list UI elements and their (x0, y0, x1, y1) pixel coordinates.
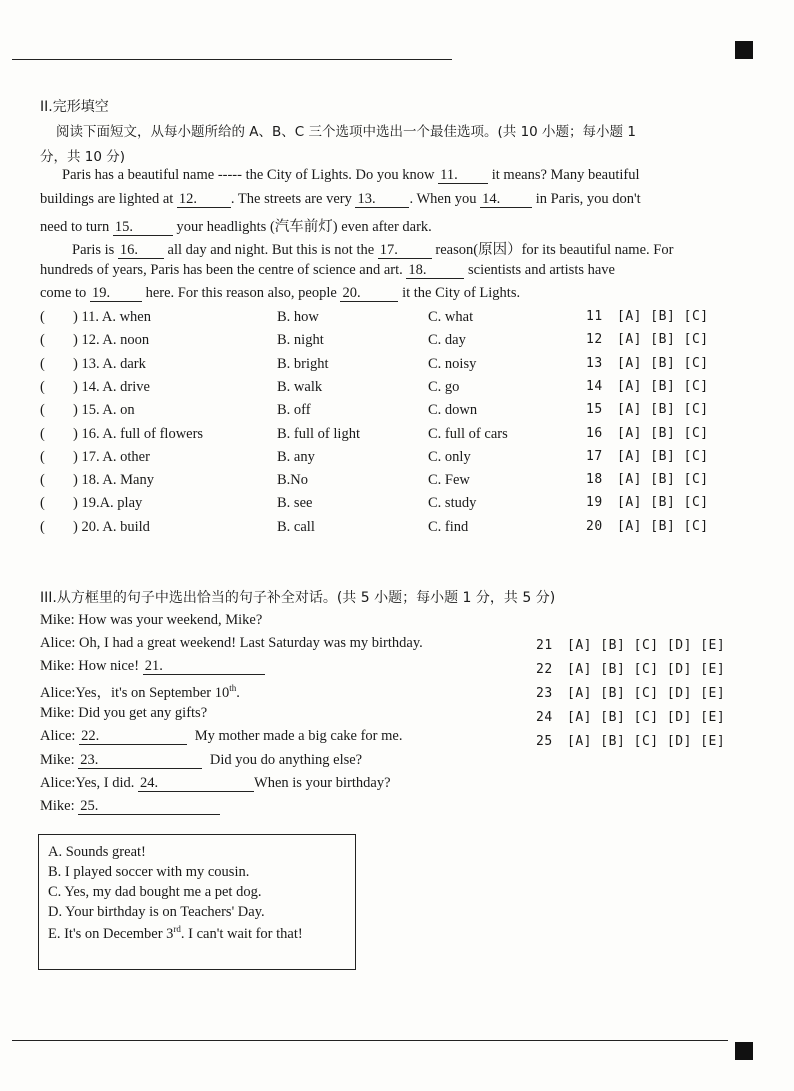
dialogue-line: Mike: How was your weekend, Mike? (40, 612, 263, 628)
passage-text: come to (40, 285, 87, 301)
section-2-instruction: 阅读下面短文，从每小题所给的 A、B、C 三个选项中选出一个最佳选项。(共 10 小题；每小题 1 (56, 124, 636, 140)
question-option-c: C. find (428, 518, 469, 535)
answer-card-number: 16 (586, 425, 603, 441)
passage-text: here. For this reason also, people (145, 285, 337, 301)
answer-card-number: 24 (536, 710, 553, 725)
question-option-a: ) 14. A. drive (73, 378, 150, 395)
question-option-a: ) 19.A. play (73, 495, 143, 512)
answer-bubbles[interactable]: [A] [B] [C] [D] [E] (567, 686, 726, 701)
passage-line (40, 191, 641, 208)
dialogue-text: Alice:Yes，it's on September 10 (40, 685, 230, 701)
blank-12: 12. (177, 192, 231, 208)
answer-paren: ( (40, 378, 45, 395)
dialogue-line (40, 658, 265, 675)
passage-text: scientists and artists have (468, 262, 615, 278)
blank-16: 16. (118, 243, 164, 259)
superscript: th (229, 683, 237, 694)
passage-text: all day and night. But this is not the (167, 242, 375, 258)
option-c: C. Yes, my dad bought me a pet dog. (48, 884, 262, 900)
passage-text: need to turn (40, 219, 110, 235)
answer-bubbles[interactable]: [A] [B] [C] (617, 448, 709, 464)
question-option-a: ) 11. A. when (73, 309, 151, 325)
blank-21: 21. (143, 659, 265, 675)
answer-card-number: 25 (536, 734, 553, 749)
registration-marker-bottom (735, 1042, 753, 1060)
answer-bubbles[interactable]: [A] [B] [C] (617, 425, 709, 441)
dialogue-text: Alice: (40, 728, 76, 744)
answer-card-number: 19 (586, 495, 603, 511)
blank-15: 15. (113, 220, 173, 236)
question-row (40, 519, 740, 541)
passage-text: . When you (409, 191, 477, 207)
question-option-b: B. how (277, 309, 319, 325)
answer-bubbles[interactable]: [A] [B] [C] (617, 402, 709, 418)
question-option-a: ) 12. A. noon (73, 332, 150, 349)
section-2-instruction-cont: 分，共 10 分) (40, 149, 126, 165)
passage-line (40, 215, 432, 236)
answer-card-number: 23 (536, 686, 553, 701)
question-row (40, 332, 740, 354)
passage-text: hundreds of years, Paris has been the centre of science and art. (40, 262, 403, 278)
dialogue-text: Mike: (40, 752, 75, 768)
question-row (40, 402, 740, 424)
answer-card-number: 12 (586, 332, 603, 348)
answer-bubbles[interactable]: [A] [B] [C] [D] [E] (567, 710, 726, 725)
blank-14: 14. (480, 192, 532, 208)
answer-bubbles[interactable]: [A] [B] [C] [D] [E] (567, 662, 726, 677)
option-e-text: E. It's on December 3 (48, 925, 174, 942)
question-option-b: B. off (277, 402, 311, 419)
passage-text: Paris has a beautiful name ----- the City of Lights. Do you know (62, 167, 435, 183)
blank-24: 24. (138, 776, 254, 792)
dialogue-line: Alice: Oh, I had a great weekend! Last Saturday was my birthday. (40, 635, 423, 651)
dialogue-line (40, 681, 240, 702)
question-option-b: B. call (277, 518, 315, 535)
answer-card-number: 18 (586, 472, 603, 488)
answer-paren: ( (40, 355, 45, 372)
answer-bubbles[interactable]: [A] [B] [C] (617, 355, 709, 371)
question-option-c: C. what (428, 309, 474, 325)
question-option-c: C. down (428, 402, 478, 419)
superscript: rd (173, 924, 181, 934)
answer-bubbles[interactable]: [A] [B] [C] (617, 332, 709, 348)
question-row (40, 495, 740, 517)
passage-text: Paris is (72, 242, 115, 258)
top-rule (12, 59, 452, 60)
blank-17: 17. (378, 243, 432, 259)
question-option-a: ) 13. A. dark (73, 355, 146, 372)
passage-line (62, 167, 640, 184)
answer-card-number: 11 (586, 309, 603, 324)
answer-bubbles[interactable]: [A] [B] [C] (617, 518, 709, 534)
answer-card-number: 14 (586, 378, 603, 394)
option-d: D. Your birthday is on Teachers' Day. (48, 904, 265, 920)
blank-19: 19. (90, 286, 142, 302)
registration-marker-top (735, 41, 753, 59)
blank-20: 20. (340, 286, 398, 302)
answer-paren: ( (40, 425, 45, 442)
question-row (40, 379, 740, 401)
answer-bubbles[interactable]: [A] [B] [C] (617, 472, 709, 488)
answer-card-number: 15 (586, 402, 603, 418)
answer-card-number: 21 (536, 638, 553, 653)
question-option-a: ) 15. A. on (73, 402, 135, 419)
dialogue-line: Mike: Did you get any gifts? (40, 705, 208, 721)
answer-card-number: 13 (586, 355, 603, 371)
answer-paren: ( (40, 402, 45, 419)
option-b: B. I played soccer with my cousin. (48, 864, 250, 880)
question-option-b: B. any (277, 448, 315, 465)
dialogue-line (40, 728, 402, 745)
question-option-b: B. bright (277, 355, 329, 372)
question-option-c: C. study (428, 495, 477, 512)
answer-paren: ( (40, 309, 45, 325)
question-row (40, 472, 740, 494)
blank-25: 25. (78, 799, 220, 815)
question-option-b: B.No (277, 472, 309, 489)
option-e (48, 924, 303, 943)
dialogue-text: When is your birthday? (254, 775, 391, 791)
passage-text: your headlights (汽车前灯) even after dark. (176, 219, 432, 235)
answer-bubbles[interactable]: [A] [B] [C] (617, 309, 709, 324)
question-option-c: C. day (428, 332, 466, 349)
passage-text: it the City of Lights. (402, 285, 521, 301)
passage-text: it means? Many beautiful (491, 167, 640, 183)
answer-bubbles[interactable]: [A] [B] [C] (617, 378, 709, 394)
blank-11: 11. (438, 168, 488, 184)
question-option-b: B. see (277, 495, 313, 512)
blank-18: 18. (406, 263, 464, 279)
answer-card-number: 20 (586, 518, 603, 534)
question-row (40, 449, 740, 471)
answer-bubbles[interactable]: [A] [B] [C] (617, 495, 709, 511)
question-option-b: B. walk (277, 378, 323, 395)
passage-text: . The streets are very (230, 191, 352, 207)
question-row (40, 309, 740, 331)
dialogue-text: Mike: How nice! (40, 658, 140, 674)
section-3-heading: III.从方框里的句子中选出恰当的句子补全对话。(共 5 小题；每小题 1 分，共 5 分) (40, 590, 556, 606)
answer-paren: ( (40, 332, 45, 349)
answer-card-number: 17 (586, 448, 603, 464)
question-option-c: C. go (428, 378, 460, 395)
blank-23: 23. (78, 753, 202, 769)
blank-22: 22. (79, 729, 187, 745)
answer-card-number: 22 (536, 662, 553, 677)
answer-bubbles[interactable]: [A] [B] [C] [D] [E] (567, 734, 726, 749)
answer-paren: ( (40, 518, 45, 535)
answer-bubbles[interactable]: [A] [B] [C] [D] [E] (567, 638, 726, 653)
bottom-rule (12, 1040, 728, 1041)
passage-text: buildings are lighted at (40, 191, 174, 207)
option-e-text: . I can't wait for that! (180, 925, 303, 942)
question-option-a: ) 20. A. build (73, 518, 150, 535)
passage-line (40, 262, 615, 279)
question-row (40, 426, 740, 448)
question-option-c: C. noisy (428, 355, 477, 372)
question-option-a: ) 17. A. other (73, 448, 150, 465)
dialogue-text: Mike: (40, 798, 75, 814)
answer-paren: ( (40, 448, 45, 465)
options-box (38, 834, 356, 970)
passage-line (40, 285, 520, 302)
question-row (40, 356, 740, 378)
dialogue-line (40, 775, 391, 792)
dialogue-text: . (236, 685, 240, 701)
question-option-c: C. only (428, 448, 471, 465)
question-option-c: C. Few (428, 472, 470, 489)
question-option-b: B. full of light (277, 425, 360, 442)
question-option-a: ) 18. A. Many (73, 472, 154, 489)
question-option-a: ) 16. A. full of flowers (73, 425, 204, 442)
dialogue-text: Alice:Yes, I did. (40, 775, 135, 791)
answer-paren: ( (40, 495, 45, 512)
passage-line (72, 238, 673, 259)
blank-13: 13. (355, 192, 409, 208)
dialogue-line (40, 798, 220, 815)
dialogue-text: My mother made a big cake for me. (194, 728, 403, 744)
option-a: A. Sounds great! (48, 844, 146, 860)
passage-text: reason(原因）for its beautiful name. For (435, 242, 674, 258)
passage-text: in Paris, you don't (535, 191, 641, 207)
question-option-b: B. night (277, 332, 324, 349)
dialogue-line (40, 752, 362, 769)
question-option-c: C. full of cars (428, 425, 508, 442)
answer-paren: ( (40, 472, 45, 489)
dialogue-text: Did you do anything else? (209, 752, 363, 768)
section-2-heading: II.完形填空 (40, 99, 109, 115)
